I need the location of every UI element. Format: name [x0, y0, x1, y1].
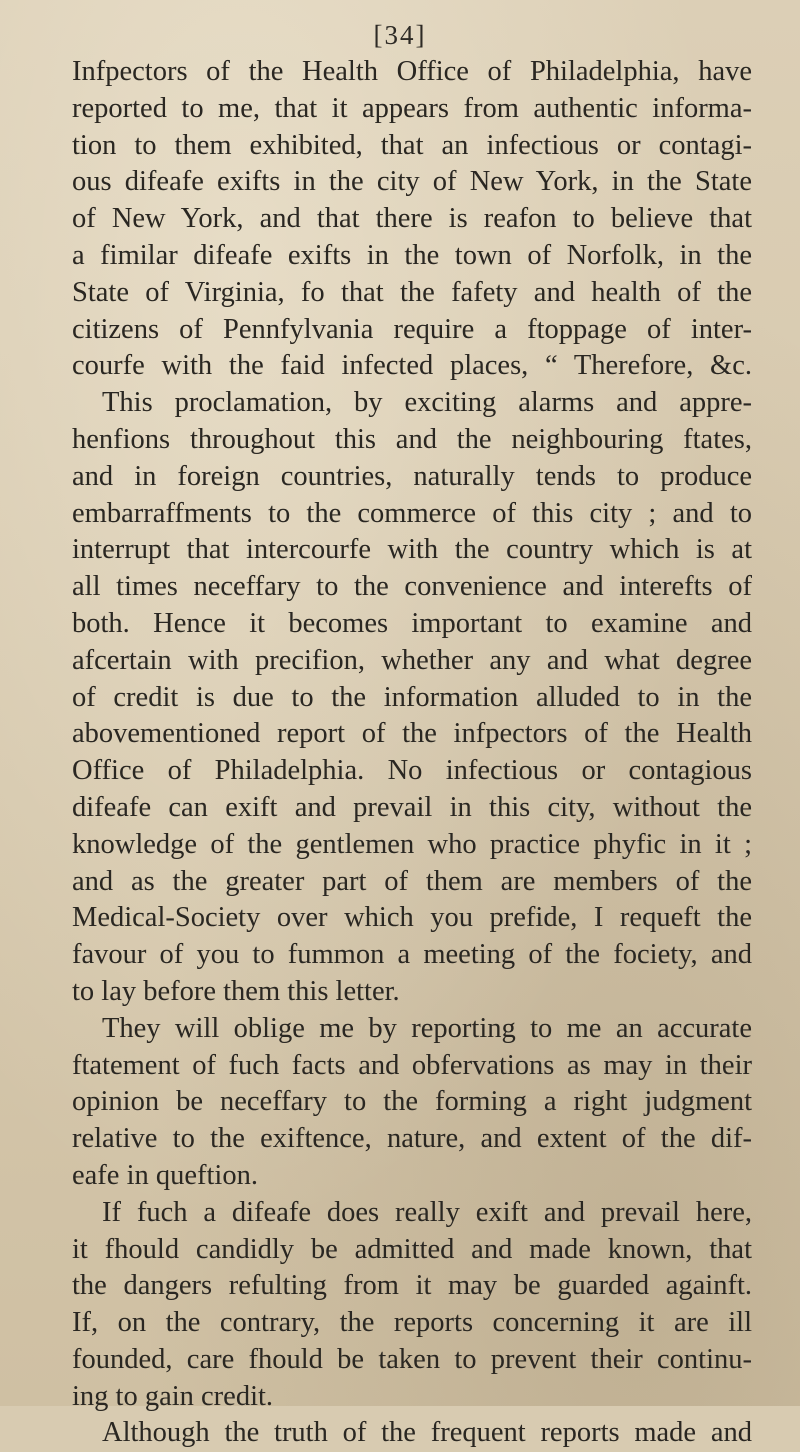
body-text [62, 54, 752, 1452]
text-line: They will oblige me by reporting to me an accurate [102, 1012, 752, 1044]
text-line: the dangers refulting from it may be guarded againft. [72, 1270, 752, 1302]
text-line: afcertain with precifion, whether any and what degree [72, 644, 752, 676]
text-line: difeafe can exift and prevail in this city, without the [72, 791, 752, 823]
text-line: If fuch a difeafe does really exift and prevail here, [102, 1196, 752, 1228]
text-line: both. Hence it becomes important to examine and [72, 607, 752, 639]
text-line: opinion be neceffary to the forming a right judgment [72, 1086, 752, 1118]
text-line: of credit is due to the information alluded to in the [72, 681, 752, 713]
text-line: a fimilar difeafe exifts in the town of Norfolk, in the [72, 239, 752, 271]
text-line: eafe in queftion. [72, 1159, 258, 1191]
text-line: favour of you to fummon a meeting of the fociety, and [72, 939, 752, 971]
text-line: of New York, and that there is reafon to believe that [72, 203, 752, 235]
text-line: citizens of Pennfylvania require a ftoppage of inter- [72, 313, 752, 345]
text-line: Although the truth of the frequent reports made and [102, 1417, 752, 1449]
text-line: all times neceffary to the convenience and interefts of [72, 571, 752, 603]
text-line: interrupt that intercourfe with the country which is at [72, 534, 752, 566]
text-line: courfe with the faid infected places, “ Therefore, &c. [72, 350, 752, 382]
page-number: [34] [373, 20, 427, 50]
text-line: embarraffments to the commerce of this city ; and to [72, 497, 752, 529]
text-line: Office of Philadelphia. No infectious or contagious [72, 755, 752, 787]
text-line: ing to gain credit. [72, 1380, 274, 1412]
text-line: to lay before them this letter. [72, 975, 400, 1007]
text-line: relative to the exiftence, nature, and extent of the dif- [72, 1123, 752, 1155]
text-line: and in foreign countries, naturally tends to produce [72, 460, 752, 492]
text-line: and as the greater part of them are members of the [72, 865, 752, 897]
text-line: State of Virginia, fo that the fafety and health of the [72, 276, 752, 308]
text-line: If, on the contrary, the reports concerning it are ill [72, 1307, 752, 1339]
text-line: knowledge of the gentlemen who practice phyfic in it ; [72, 828, 752, 860]
text-line: it fhould candidly be admitted and made known, that [72, 1233, 752, 1265]
text-line: founded, care fhould be taken to prevent their continu- [72, 1343, 752, 1375]
text-line: Infpectors of the Health Office of Philadelphia, have [72, 56, 752, 87]
text-line: ous difeafe exifts in the city of New York, in the State [72, 166, 752, 198]
text-line: Medical-Society over which you prefide, I requeft the [72, 902, 752, 934]
text-line: henfions throughout this and the neighbouring ftates, [72, 423, 752, 455]
text-line: tion to them exhibited, that an infectious or contagi- [72, 129, 752, 161]
text-line: This proclamation, by exciting alarms and appre- [102, 387, 752, 419]
text-line: ftatement of fuch facts and obfervations as may in their [72, 1049, 752, 1081]
text-line: reported to me, that it appears from authentic informa- [72, 92, 752, 124]
text-line: abovementioned report of the infpectors of the Health [72, 718, 752, 750]
